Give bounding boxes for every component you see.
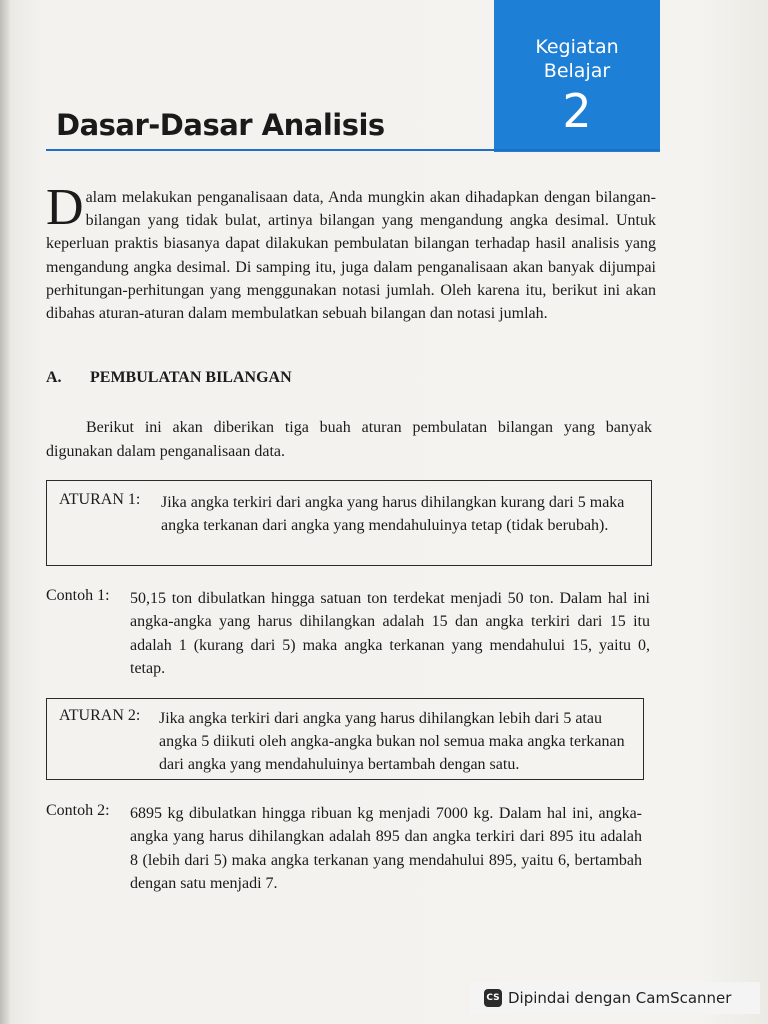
example-2-text: 6895 kg dibulatkan hingga ribuan kg menjadi 7000 kg. Dalam hal ini, angka-angka yang harus dihilangkan adalah 895 dan angka terkiri dari 895 itu adalah 8 (lebih dari 5) maka angka terkanan yang mendahului 895, yaitu 6, bertambah dengan satu menjadi 7. [130,805,642,892]
camscanner-logo-icon: CS [484,989,502,1007]
page-title: Dasar-Dasar Analisis [56,108,385,142]
rule-1-label: ATURAN 1: [59,491,141,508]
intro-text: alam melakukan penganalisaan data, Anda mungkin akan dihadapkan dengan bilangan-bilangan yang tidak bulat, artinya bilangan yang mengandung angka desimal. Untuk keperluan praktis biasanya dapat dilakukan pembulatan bilangan terhadap hasil analisis yang mengandung angka desimal. Di samping itu, juga dalam penganalisaan akan banyak dijumpai perhitungan-perhitungan yang menggunakan notasi jumlah. Oleh karena itu, berikut ini akan dibahas aturan-aturan dalam membulatkan sebuah bilangan dan notasi jumlah. [46,189,656,323]
section-heading [46,369,292,387]
rule-1-text: Jika angka terkiri dari angka yang harus dihilangkan kurang dari 5 maka angka terkanan dari angka yang mendahuluinya tetap (tidak berubah). [161,494,625,534]
badge-line-1: Kegiatan [535,36,619,58]
scanner-watermark-text: Dipindai dengan CamScanner [508,989,732,1007]
rule-2-label: ATURAN 2: [59,707,141,724]
intro-paragraph [46,179,656,325]
badge-line-2: Belajar [543,60,611,82]
drop-cap: D [46,179,84,236]
section-title: PEMBULATAN BILANGAN [90,369,292,386]
page-binding-edge [0,0,10,1024]
rule-1-box [46,480,652,566]
rule-2-text: Jika angka terkiri dari angka yang harus dihilangkan lebih dari 5 atau angka 5 diikuti oleh angka-angka bukan nol semua maka angka terkanan dari angka yang mendahuluinya bertambah dengan satu. [159,710,625,773]
section-paragraph [46,416,652,463]
scanner-watermark [470,982,760,1014]
example-1-text: 50,15 ton dibulatkan hingga satuan ton terdekat menjadi 50 ton. Dalam hal ini angka-angka yang harus dihilangkan adalah 15 dan angka terkiri dari 15 itu adalah 1 (kurang dari 5) maka angka terkanan yang mendahului 15, yaitu 0, tetap. [130,590,650,677]
badge-number: 2 [562,84,592,138]
example-2-label: Contoh 2: [46,802,110,819]
example-1-label: Contoh 1: [46,587,110,604]
chapter-badge [494,0,660,152]
title-underline [46,149,660,151]
section-letter: A. [46,369,62,386]
section-paragraph-text: Berikut ini akan diberikan tiga buah aturan pembulatan bilangan yang banyak digunakan dalam penganalisaan data. [46,419,652,460]
rule-2-box [46,698,644,780]
